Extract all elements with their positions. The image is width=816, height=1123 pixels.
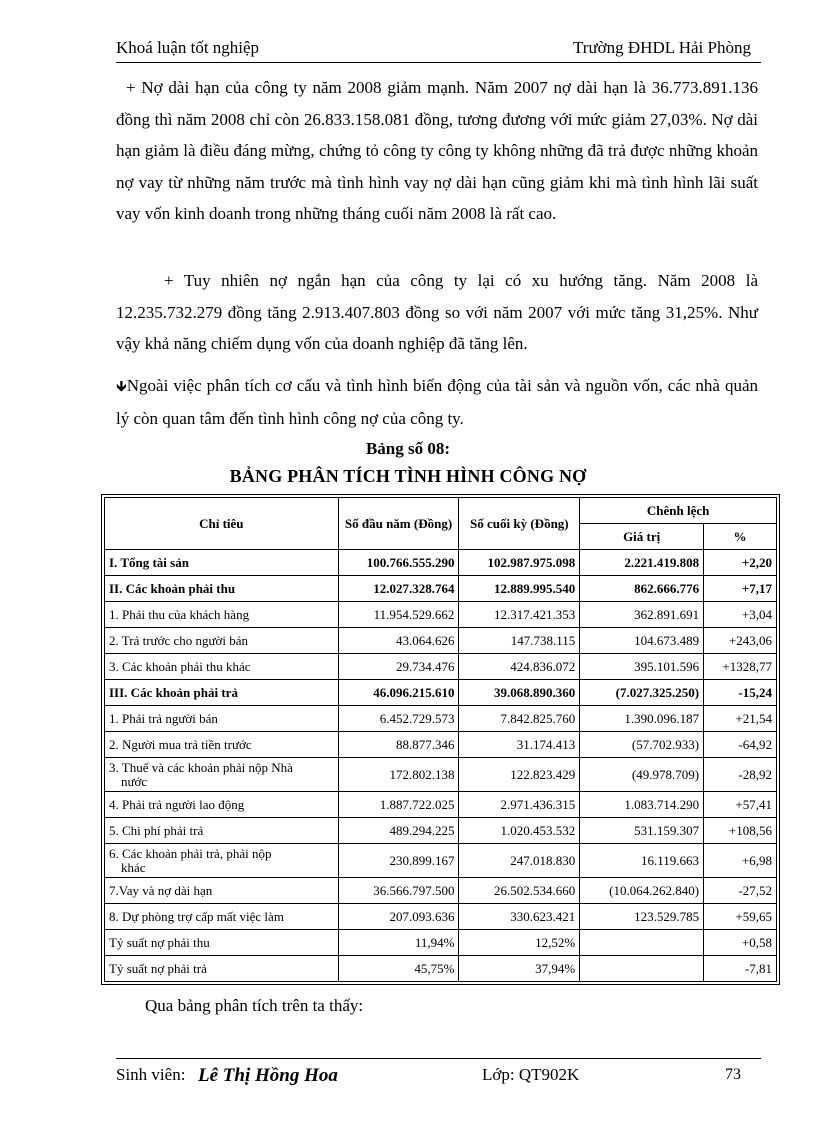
class-label: Lớp: QT902K bbox=[482, 1065, 580, 1084]
cell-value: 1.083.714.290 bbox=[580, 792, 704, 818]
cell-end: 247.018.830 bbox=[459, 844, 580, 878]
table-row bbox=[105, 758, 777, 792]
table-row bbox=[105, 550, 777, 576]
cell-begin: 43.064.626 bbox=[338, 628, 459, 654]
paragraph-text: Ngoài việc phân tích cơ cấu và tình hình biến động của tài sản và nguồn vốn, các nhà quản lý còn quan tâm đến tình hình công nợ của công ty. bbox=[116, 376, 758, 428]
row-label bbox=[105, 818, 339, 844]
cell-begin: 29.734.476 bbox=[338, 654, 459, 680]
cell-begin: 88.877.346 bbox=[338, 732, 459, 758]
cell-end: 122.823.429 bbox=[459, 758, 580, 792]
cell-pct: -15,24 bbox=[704, 680, 777, 706]
header-left-title: Khoá luận tốt nghiệp bbox=[116, 38, 260, 57]
row-label bbox=[105, 956, 339, 982]
cell-pct: +1328,77 bbox=[704, 654, 777, 680]
row-label-text: II. Các khoản phải thu bbox=[109, 580, 236, 596]
table-row bbox=[105, 930, 777, 956]
row-label-text: I. Tổng tài sản bbox=[109, 554, 189, 570]
table-row bbox=[105, 680, 777, 706]
header-value: Giá trị bbox=[580, 524, 704, 550]
cell-end: 102.987.975.098 bbox=[459, 550, 580, 576]
cell-pct: +243,06 bbox=[704, 628, 777, 654]
down-arrow-icon: 🡻 bbox=[116, 377, 127, 395]
page-header bbox=[116, 38, 761, 63]
paragraph-long-term-debt bbox=[116, 72, 758, 230]
page-number: 73 bbox=[725, 1066, 741, 1083]
cell-value: 862.666.776 bbox=[580, 576, 704, 602]
cell-pct: +6,98 bbox=[704, 844, 777, 878]
cell-begin: 100.766.555.290 bbox=[338, 550, 459, 576]
row-label bbox=[105, 758, 339, 792]
table-title: BẢNG PHÂN TÍCH TÌNH HÌNH CÔNG NỢ bbox=[229, 466, 587, 486]
row-label-text: Tỷ suất nợ phải thu bbox=[109, 934, 210, 950]
cell-end: 12.317.421.353 bbox=[459, 602, 580, 628]
row-label-text: 2. Người mua trả tiền trước bbox=[109, 736, 252, 752]
page-footer bbox=[116, 1058, 761, 1089]
table-row bbox=[105, 602, 777, 628]
cell-pct: +59,65 bbox=[704, 904, 777, 930]
cell-begin: 172.802.138 bbox=[338, 758, 459, 792]
cell-begin: 45,75% bbox=[338, 956, 459, 982]
cell-begin: 489.294.225 bbox=[338, 818, 459, 844]
row-label bbox=[105, 602, 339, 628]
row-label bbox=[105, 576, 339, 602]
cell-pct: +21,54 bbox=[704, 706, 777, 732]
student-signature: Lê Thị Hồng Hoa bbox=[198, 1065, 338, 1086]
cell-value: 16.119.663 bbox=[580, 844, 704, 878]
cell-end: 424.836.072 bbox=[459, 654, 580, 680]
row-label-text: 3. Thuế và các khoản phải nộp Nhà bbox=[109, 759, 293, 775]
cell-end: 147.738.115 bbox=[459, 628, 580, 654]
table-row bbox=[105, 904, 777, 930]
row-label-text: 4. Phải trả người lao động bbox=[109, 796, 245, 812]
cell-value: 2.221.419.808 bbox=[580, 550, 704, 576]
cell-begin: 11.954.529.662 bbox=[338, 602, 459, 628]
cell-end: 37,94% bbox=[459, 956, 580, 982]
cell-pct: +7,17 bbox=[704, 576, 777, 602]
row-label bbox=[105, 628, 339, 654]
cell-end: 12.889.995.540 bbox=[459, 576, 580, 602]
table-row bbox=[105, 576, 777, 602]
cell-value: (57.702.933) bbox=[580, 732, 704, 758]
after-table-text: Qua bảng phân tích trên ta thấy: bbox=[145, 996, 364, 1015]
cell-begin: 1.887.722.025 bbox=[338, 792, 459, 818]
cell-begin: 6.452.729.573 bbox=[338, 706, 459, 732]
paragraph-intro-table bbox=[116, 370, 758, 434]
cell-value bbox=[580, 930, 704, 956]
row-label-text: 1. Phải trả người bán bbox=[109, 710, 218, 726]
cell-pct: -7,81 bbox=[704, 956, 777, 982]
table-row bbox=[105, 732, 777, 758]
cell-value: (49.978.709) bbox=[580, 758, 704, 792]
cell-end: 330.623.421 bbox=[459, 904, 580, 930]
row-label bbox=[105, 844, 339, 878]
cell-pct: +57,41 bbox=[704, 792, 777, 818]
paragraph-text: + Nợ dài hạn của công ty năm 2008 giảm mạnh. Năm 2007 nợ dài hạn là 36.773.891.136 đồng thì năm 2008 chỉ còn 26.833.158.081 đồng, tương đương với mức giảm 27,03%. Nợ dài hạn giảm là điều đáng mừng, chứng tỏ công ty công ty không những đã trả được những khoản nợ vay từ những năm trước mà tình hình vay nợ dài hạn cũng giảm khi mà tình hình lãi suất vay vốn kinh doanh trong những tháng cuối năm 2008 là rất cao. bbox=[116, 78, 758, 223]
header-diff: Chênh lệch bbox=[580, 498, 777, 524]
cell-pct: +108,56 bbox=[704, 818, 777, 844]
cell-value bbox=[580, 956, 704, 982]
cell-value: 395.101.596 bbox=[580, 654, 704, 680]
cell-pct: +2,20 bbox=[704, 550, 777, 576]
table-row bbox=[105, 878, 777, 904]
cell-end: 1.020.453.532 bbox=[459, 818, 580, 844]
header-item: Chỉ tiêu bbox=[105, 498, 339, 550]
cell-value: 531.159.307 bbox=[580, 818, 704, 844]
row-label bbox=[105, 680, 339, 706]
row-label-text-line2: nước bbox=[121, 773, 148, 789]
table-number: Bảng số 08: bbox=[365, 439, 451, 458]
cell-pct: +0,58 bbox=[704, 930, 777, 956]
row-label bbox=[105, 550, 339, 576]
paragraph-short-term-debt bbox=[116, 265, 758, 360]
cell-begin: 46.096.215.610 bbox=[338, 680, 459, 706]
cell-pct: -28,92 bbox=[704, 758, 777, 792]
student-label: Sinh viên: bbox=[116, 1065, 186, 1084]
cell-begin: 207.093.636 bbox=[338, 904, 459, 930]
cell-begin: 230.899.167 bbox=[338, 844, 459, 878]
row-label-text: 3. Các khoản phải thu khác bbox=[109, 658, 251, 674]
row-label-text: Tỷ suất nợ phải trả bbox=[109, 960, 207, 976]
table-row bbox=[105, 706, 777, 732]
cell-value: (7.027.325.250) bbox=[580, 680, 704, 706]
table-row bbox=[105, 628, 777, 654]
row-label bbox=[105, 930, 339, 956]
debt-analysis-table bbox=[104, 497, 777, 982]
row-label bbox=[105, 904, 339, 930]
table-row bbox=[105, 792, 777, 818]
table-row bbox=[105, 818, 777, 844]
row-label bbox=[105, 706, 339, 732]
cell-begin: 12.027.328.764 bbox=[338, 576, 459, 602]
row-label-text: 6. Các khoản phải trả, phải nộp bbox=[109, 845, 272, 861]
cell-pct: +3,04 bbox=[704, 602, 777, 628]
cell-begin: 36.566.797.500 bbox=[338, 878, 459, 904]
table-row bbox=[105, 654, 777, 680]
cell-value: 1.390.096.187 bbox=[580, 706, 704, 732]
header-end: Số cuối kỳ (Đồng) bbox=[459, 498, 580, 550]
cell-value: 123.529.785 bbox=[580, 904, 704, 930]
row-label bbox=[105, 732, 339, 758]
paragraph-text: + Tuy nhiên nợ ngắn hạn của công ty lại có xu hướng tăng. Năm 2008 là 12.235.732.279 đồng tăng 2.913.407.803 đồng so với năm 2007 với mức tăng 31,25%. Như vậy khả năng chiếm dụng vốn của doanh nghiệp đã tăng lên. bbox=[116, 271, 758, 353]
row-label-text: 7.Vay và nợ dài hạn bbox=[109, 882, 213, 898]
row-label-text: III. Các khoản phải trả bbox=[109, 684, 238, 700]
cell-end: 26.502.534.660 bbox=[459, 878, 580, 904]
row-label-text: 8. Dự phòng trợ cấp mất việc làm bbox=[109, 908, 284, 924]
row-label-text-line2: khác bbox=[121, 859, 146, 875]
header-begin: Số đầu năm (Đồng) bbox=[338, 498, 459, 550]
cell-end: 31.174.413 bbox=[459, 732, 580, 758]
cell-pct: -64,92 bbox=[704, 732, 777, 758]
cell-end: 39.068.890.360 bbox=[459, 680, 580, 706]
header-right-title: Trường ĐHDL Hải Phòng bbox=[573, 38, 751, 57]
cell-pct: -27,52 bbox=[704, 878, 777, 904]
table-row bbox=[105, 844, 777, 878]
row-label-text: 5. Chi phí phải trả bbox=[109, 822, 204, 838]
cell-value: (10.064.262.840) bbox=[580, 878, 704, 904]
cell-end: 2.971.436.315 bbox=[459, 792, 580, 818]
row-label bbox=[105, 792, 339, 818]
cell-begin: 11,94% bbox=[338, 930, 459, 956]
header-pct: % bbox=[704, 524, 777, 550]
cell-end: 12,52% bbox=[459, 930, 580, 956]
row-label bbox=[105, 878, 339, 904]
row-label bbox=[105, 654, 339, 680]
cell-end: 7.842.825.760 bbox=[459, 706, 580, 732]
row-label-text: 1. Phải thu của khách hàng bbox=[109, 606, 250, 622]
table-row bbox=[105, 956, 777, 982]
row-label-text: 2. Trả trước cho người bán bbox=[109, 632, 249, 648]
cell-value: 104.673.489 bbox=[580, 628, 704, 654]
cell-value: 362.891.691 bbox=[580, 602, 704, 628]
